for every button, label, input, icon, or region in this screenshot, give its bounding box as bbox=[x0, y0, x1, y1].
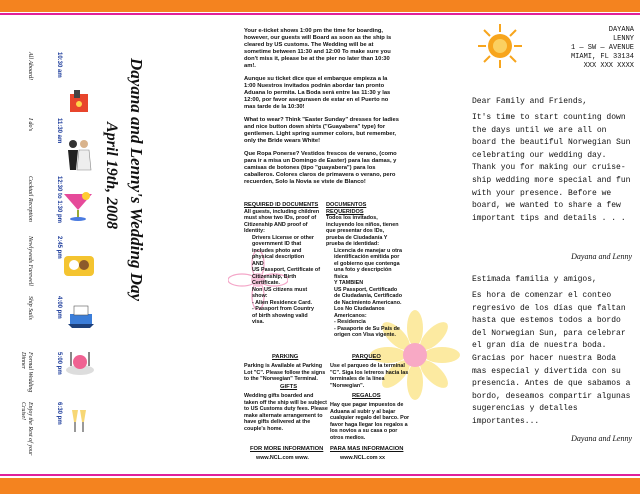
list-item: Non US citizens must show: bbox=[252, 286, 308, 299]
top-orange-bar bbox=[0, 0, 640, 12]
regalos-text: Hay que pagar impuestos de Aduana al subir y al bajar cualquier regalo del barco. Por favor haga llegar los regalos a los novios a su casa o por otros medios. bbox=[330, 402, 410, 441]
list-item: - Residencia bbox=[334, 319, 366, 325]
list-item: - Passport from Country of birth showing valid visa. bbox=[252, 306, 314, 325]
parking-heading: PARKING bbox=[272, 354, 299, 360]
schedule-item: 6:30 pm Enjoy the Rest of your Cruise! bbox=[20, 402, 62, 456]
parqueo-heading: PARQUEO bbox=[352, 354, 381, 360]
parqueo-text: Use el parqueo de la terminal "C". Siga los letreros hacia las terminales de la línea "Norwegian". bbox=[330, 363, 409, 389]
list-item: AND bbox=[252, 260, 264, 267]
sun-icon bbox=[476, 22, 524, 70]
info-text bbox=[244, 28, 400, 192]
letter-greeting-en: Dear Family and Friends, bbox=[472, 97, 588, 106]
dinner-illustration bbox=[64, 348, 96, 378]
required-id-section: REQUIRED ID DOCUMENTS All guests, including children must show two IDs, proof of Citizenship AND proof of Identity: Drivers License or other government ID that includes photo and physical description AND US Passport, Certificate of Citizenship, Birth Certificate. Non US citizens must show: - Alien Residence Card. - Passport from Country of birth showing valid visa. bbox=[244, 202, 320, 325]
boarding-paragraph-es: Aunque su ticket dice que el embarque empieza a la 1:00 Nuestros invitados podrán abordar tan pronto Aduana lo permita. La Boda será entre las 11:30 y las 12:00, por favor asegurasen de estar en el Puerto no mas tarde de la 10:30! bbox=[244, 76, 391, 110]
schedule-item: 4:00 pm Ship Sails bbox=[27, 296, 62, 320]
bottom-pink-line bbox=[0, 474, 640, 476]
cruise-ship-illustration bbox=[66, 88, 94, 118]
list-item: US Passport, Certificado de Ciudadanía, Certificado de Nacimiento Americano. bbox=[334, 286, 402, 306]
list-item: Los No Ciudadanos Americanos: bbox=[334, 306, 385, 319]
more-info-heading: FOR MORE INFORMATION bbox=[250, 446, 324, 452]
schedule-item: 2:45 pm Newlyweds Farewell bbox=[27, 236, 62, 286]
top-pink-line bbox=[0, 13, 640, 15]
schedule-item: 11:30 am I do's bbox=[27, 118, 62, 144]
required-id-heading: REQUIRED ID DOCUMENTS bbox=[244, 202, 319, 208]
regalos-heading: REGALOS bbox=[352, 393, 381, 399]
champagne-illustration bbox=[64, 408, 94, 438]
schedule-item: 12:30 to 1:30 pm Cocktail Reception bbox=[27, 176, 62, 224]
dress-code-paragraph-es: Que Ropa Ponerse? Vestidos frescos de verano, (como para ir a misa un Domingo de Easter) para las damas, y camisas de botones (tipo "guayabera") para los caballeros. Colores claros de primavera o verano, pero recuerden, Solo la Novia se viste de Blanco! bbox=[244, 151, 397, 185]
cocktail-illustration bbox=[60, 190, 96, 222]
ship-sails-illustration bbox=[66, 300, 96, 330]
return-address: DAYANA LENNY 1 — SW — AVENUE MIAMI, FL 33134 XXX XXX XXXX bbox=[570, 26, 634, 70]
letter-greeting-es: Estimada familia y amigos, bbox=[472, 275, 597, 284]
newlyweds-illustration bbox=[62, 252, 96, 280]
list-item: Drivers License or other government ID that includes photo and physical description bbox=[252, 234, 315, 260]
wedding-title: Dayana and Lenny's Wedding Day bbox=[127, 58, 146, 302]
list-item: - Pasaporte de Su País de origen con Visa vigente. bbox=[334, 325, 400, 338]
schedule-item: 5:00 pm Formal Wedding Dinner bbox=[20, 352, 62, 393]
mas-info-heading: PARA MAS INFORMACION bbox=[330, 446, 404, 452]
documentos-section: DOCUMENTOS REQUERIDOS Todos los invitados, incluyendo los niños, tienen que presentar dos IDs, prueba de Ciudadanía Y prueba de identidad: Licencia de manejar u otra identificación emitida por el gobierno que contenga una foto y descripción física Y TAMBIEN US Passport, Certificado de Ciudadanía, Certificado de Nacimiento Americano. Los No Ciudadanos Americanos: - Residencia - Pasaporte de Su País de origen con Visa vigente. bbox=[326, 202, 403, 338]
schedule bbox=[4, 52, 62, 456]
dress-code-paragraph-en: What to wear? Think "Easter Sunday" dresses for ladies and nice button down shirts ("Guayabera" type) for gentlemen. Light spring summer colors, but remember, only the Bride wears White! bbox=[244, 117, 399, 144]
schedule-item: 10:30 am All Aboard! bbox=[27, 52, 62, 81]
boarding-paragraph-en: Your e-ticket shows 1:00 pm the time for boarding, however, our guests will Board as soon as the ship is cleared by US customs. The Wedding will be at sometime between 11:30 and 12:00 To make sure you don't miss it, please be at the pier no later than 10:30 am!. bbox=[244, 28, 392, 69]
gifts-heading: GIFTS bbox=[280, 384, 298, 390]
list-item: US Passport, Certificate of Citizenship, Birth Certificate. bbox=[252, 267, 320, 286]
wedding-date: April 19th, 2008 bbox=[103, 122, 120, 230]
ncl-link-es[interactable]: www.NCL.com xx bbox=[340, 455, 386, 461]
parking-text: Parking is Available at Parking Lot "C". Please follow the signs to the "Norwegian" Terminal. bbox=[244, 363, 326, 383]
letter-body-en: It's time to start counting down the days until we are all on board the beautiful Norwegian Sun celebrating our wedding day. Thank you for making our cruise-ship wedding more special and fun with your presence. Before we board, we wanted to share a few important tips and details . . . bbox=[472, 113, 631, 223]
bottom-orange-bar bbox=[0, 478, 640, 494]
ncl-link[interactable]: www.NCL.com www. bbox=[256, 455, 309, 461]
gifts-text: Wedding gifts boarded and taken off the ship will be subject to US Customs duty fees. Please make alternate arrangement to have gifts delivered at the couple's home. bbox=[244, 393, 328, 432]
list-item: Y TAMBIEN bbox=[334, 280, 364, 286]
list-item: - Alien Residence Card. bbox=[252, 299, 313, 306]
signature-es: Dayana and Lenny bbox=[571, 434, 632, 443]
bride-groom-illustration bbox=[64, 138, 92, 172]
letter-body-es: Es hora de comenzar el conteo regresivo de los días que faltan hasta que estemos todos a bordo del Norwegian Sun, para celebrar el gran día de nuestra boda. Gracias por hacer nuestra Boda mas especial y divertida con su presencia. Antes de que sabamos a bordo, deseamos compartir algunas sugerencias y detalles importantes... bbox=[472, 291, 631, 426]
documentos-heading: DOCUMENTOS REQUERIDOS bbox=[326, 202, 367, 215]
list-item: Licencia de manejar u otra identificación emitida por el gobierno que contenga una foto y descripción física bbox=[334, 247, 403, 280]
signature-en: Dayana and Lenny bbox=[571, 252, 632, 261]
